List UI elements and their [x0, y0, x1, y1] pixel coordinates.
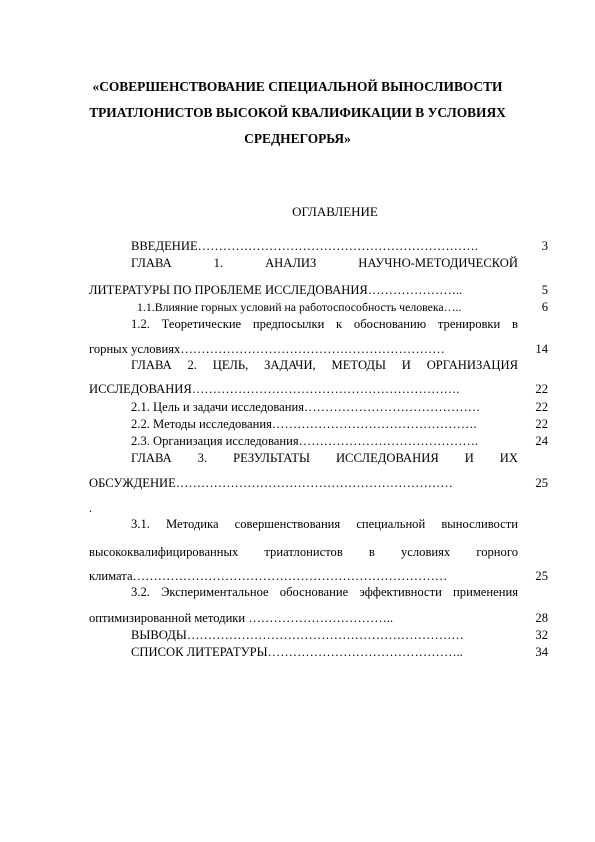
toc-entry-3-1-end: климата…………………………………………………………………: [89, 569, 448, 583]
page-number: 6: [541, 300, 548, 314]
title-line-3: СРЕДНЕГОРЬЯ»: [244, 131, 351, 146]
toc-entry-1-1: 1.1.Влияние горных условий на работоспособность человека…..: [137, 300, 462, 314]
toc-entry-chapter-2-cont: ИССЛЕДОВАНИЯ……………………………………………………….: [89, 382, 460, 396]
toc-entry-introduction: ВВЕДЕНИЕ………………………………………………………….: [131, 239, 478, 253]
title-line-2: ТРИАТЛОНИСТОВ ВЫСОКОЙ КВАЛИФИКАЦИИ В УСЛОВИЯХ: [89, 105, 506, 120]
page-number: 25: [535, 569, 548, 583]
page-number: 32: [535, 628, 548, 642]
title-line-1: «СОВЕРШЕНСТВОВАНИЕ СПЕЦИАЛЬНОЙ ВЫНОСЛИВОСТИ: [92, 79, 503, 94]
toc-entry-chapter-1: ГЛАВА 1. АНАЛИЗ НАУЧНО-МЕТОДИЧЕСКОЙ: [131, 256, 518, 270]
page-number: 3: [541, 239, 548, 253]
toc-entry-3-2-cont: оптимизированной методики ……………………………..: [89, 611, 394, 625]
page-number: 28: [535, 611, 548, 625]
toc-entry-2-2: 2.2. Методы исследования………………………………………….: [131, 417, 477, 431]
toc-entry-chapter-3-cont: ОБСУЖДЕНИЕ…………………………………………………………: [89, 476, 453, 490]
page-number: 24: [535, 434, 548, 448]
toc-entry-3-1: 3.1. Методика совершенствования специальной выносливости: [131, 517, 518, 531]
page-number: 22: [535, 400, 548, 414]
page-number: 25: [535, 476, 548, 490]
toc-entry-references: СПИСОК ЛИТЕРАТУРЫ………………………………………..: [131, 645, 463, 659]
toc-entry-chapter-2: ГЛАВА 2. ЦЕЛЬ, ЗАДАЧИ, МЕТОДЫ И ОРГАНИЗАЦИЯ: [131, 358, 518, 372]
toc-entry-conclusions: ВЫВОДЫ…………………………………………………………: [131, 628, 464, 642]
page-number: 14: [535, 342, 548, 356]
toc-entry-3-2: 3.2. Экспериментальное обоснование эффективности применения: [131, 585, 518, 599]
toc-entry-2-3: 2.3. Организация исследования…………………………………….: [131, 434, 479, 448]
page-number: 22: [535, 417, 548, 431]
toc-entry-1-2-cont: горных условиях………………………………………………………: [89, 342, 445, 356]
toc-heading: ОГЛАВЛЕНИЕ: [292, 204, 378, 219]
toc-entry-1-2: 1.2. Теоретические предпосылки к обоснованию тренировки в: [131, 317, 518, 331]
page-number: 22: [535, 382, 548, 396]
page-number: 5: [541, 283, 548, 297]
toc-entry-2-1: 2.1. Цель и задачи исследования……………………………………: [131, 400, 481, 414]
toc-stray-dot: .: [89, 501, 93, 515]
toc-entry-chapter-1-cont: ЛИТЕРАТУРЫ ПО ПРОБЛЕМЕ ИССЛЕДОВАНИЯ…………………..: [89, 283, 463, 297]
toc-entry-chapter-3: ГЛАВА 3. РЕЗУЛЬТАТЫ ИССЛЕДОВАНИЯ И ИХ: [131, 451, 518, 465]
toc-entry-3-1-cont: высококвалифицированных триатлонистов в условиях горного: [89, 545, 518, 559]
page-number: 34: [535, 645, 548, 659]
